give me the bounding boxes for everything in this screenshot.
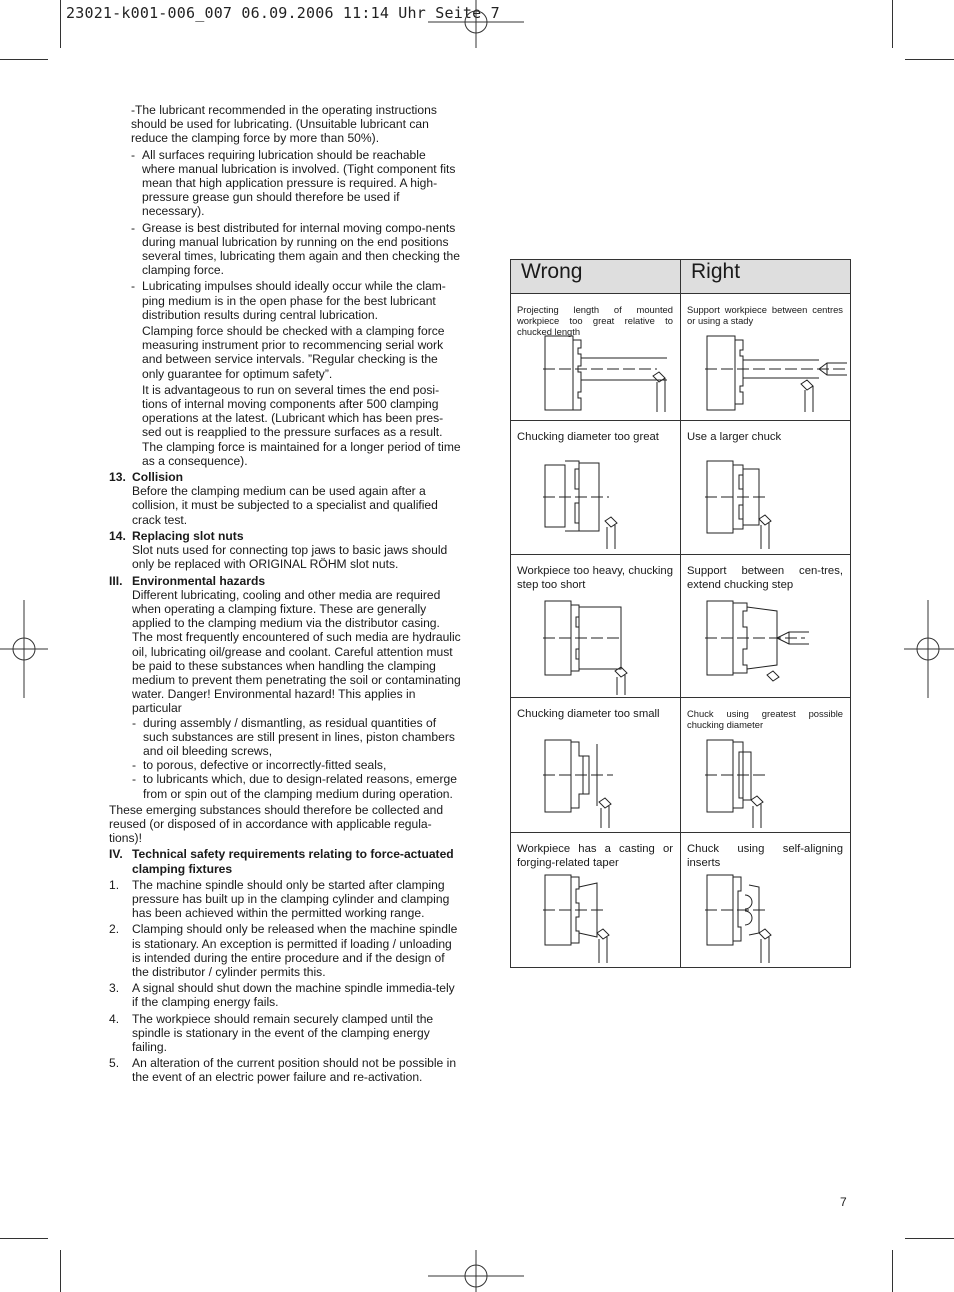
item-number: 1. xyxy=(109,877,120,892)
dash-marker: - xyxy=(131,220,136,235)
table-header-row xyxy=(511,260,851,294)
right-caption: Chuck using greatest possible chucking diameter xyxy=(687,708,843,730)
list-item xyxy=(132,772,461,800)
wrong-caption: Workpiece has a casting or forging-related taper xyxy=(517,843,673,869)
item-text: The workpiece should remain securely clamped until the spindle is stationary in the event of the clamping energy failing. xyxy=(132,1011,434,1054)
item-text: An alteration of the current position should not be possible in the event of an electric power failure and re-activation. xyxy=(132,1056,457,1085)
chuck-drawing-icon xyxy=(543,459,643,551)
table-row xyxy=(511,294,851,421)
clamping-check-paragraph: Clamping force should be checked with a clamping force measuring instrument prior to recommencing serial work and between service intervals. ”Regular checking is the only guarantee for optimum safety”. xyxy=(142,324,445,381)
section-iii xyxy=(109,574,461,801)
right-caption: Support workpiece between centres or using a stady xyxy=(687,304,843,326)
item-text: The machine spindle should only be started after clamping pressure has built up in the clamping cylinder and clamping has been achieved within the permitted working range. xyxy=(132,877,450,921)
registration-mark-icon xyxy=(0,600,48,698)
right-cell xyxy=(681,421,851,555)
page-number: 7 xyxy=(840,1195,847,1209)
list-item xyxy=(109,1012,461,1055)
table-row xyxy=(511,421,851,555)
chuck-drawing-icon xyxy=(705,736,805,830)
section-title: Replacing slot nuts xyxy=(132,528,244,543)
crop-mark xyxy=(892,1250,893,1292)
wrong-cell xyxy=(511,555,681,698)
right-caption: Support between cen-tres, extend chucking step xyxy=(687,565,843,591)
right-cell xyxy=(681,833,851,968)
item-number: 3. xyxy=(109,981,120,996)
wrong-caption: Projecting length of mounted workpiece too great relative to chucked length xyxy=(517,304,673,337)
chuck-drawing-icon xyxy=(705,871,805,965)
dash-marker: - xyxy=(132,758,137,773)
lub-bullet-3: Grease is best distributed for internal moving compo-nents during manual lubrication by running on the end positions several times, lubricating them again and then checking the clamping force. xyxy=(142,220,460,278)
list-item xyxy=(109,922,461,979)
section-13 xyxy=(109,470,461,527)
wrong-header: Wrong xyxy=(511,260,681,294)
section-title: Environmental hazards xyxy=(132,573,266,588)
right-cell xyxy=(681,698,851,833)
list-item xyxy=(109,1056,461,1084)
dash-marker: - xyxy=(131,279,136,294)
list-item xyxy=(109,279,461,322)
crop-mark xyxy=(905,59,954,60)
print-header: 23021-k001-006_007 06.09.2006 11:14 Uhr Seite 7 xyxy=(66,4,500,22)
chuck-drawing-icon xyxy=(543,871,643,965)
table-row xyxy=(511,555,851,698)
list-item xyxy=(109,221,461,278)
wrong-caption: Chucking diameter too great xyxy=(517,431,659,443)
section-number: IV. xyxy=(109,847,123,862)
right-caption: Use a larger chuck xyxy=(687,431,782,443)
wrong-cell xyxy=(511,833,681,968)
list-item xyxy=(109,981,461,1009)
right-caption: Chuck using self-aligning inserts xyxy=(687,843,843,869)
item-number: 4. xyxy=(109,1011,120,1026)
section-body: Slot nuts used for connecting top jaws to basic jaws should only be replaced with ORIGINAL RÖHM slot nuts. xyxy=(132,543,448,572)
hazard-item: to lubricants which, due to design-related reasons, emerge from or spin out of the clamping medium during operation. xyxy=(143,772,457,801)
section-number: III. xyxy=(109,573,123,588)
lub-bullet-2: All surfaces requiring lubrication should be reachable where manual lubrication is involved. (Tight component fits mean that high application pressure is required. A high-pressure grease gun should therefore be used if necessary). xyxy=(142,147,456,219)
registration-mark-icon xyxy=(428,1250,524,1292)
text-column xyxy=(109,103,461,1087)
chuck-drawing-icon xyxy=(705,599,849,695)
section-number: 14. xyxy=(109,528,126,543)
section-body: Different lubricating, cooling and other media are required when operating a clamping fixture. These are generally applied to the clamping medium via the distributor casing. The most frequently encountered of such media are hydraulic oil, lubricating oil/grease and coolant. Careful attention must be paid to these substances when handling the clamping medium to prevent them penetrating the soil or contaminating water. Danger! Environmental hazard! This applies in particular xyxy=(132,587,461,716)
list-item xyxy=(109,148,461,219)
crop-mark xyxy=(905,1238,954,1239)
chuck-drawing-icon xyxy=(705,459,805,551)
wrong-caption: Chucking diameter too small xyxy=(517,708,660,720)
list-item xyxy=(109,878,461,921)
section-number: 13. xyxy=(109,470,126,485)
hazard-item: during assembly / dismantling, as residual quantities of such substances are still present in lines, piston chambers and oil bleeding screws, xyxy=(143,715,455,758)
crop-mark xyxy=(60,1250,61,1292)
right-cell xyxy=(681,555,851,698)
hazard-item: to porous, defective or incorrectly-fitted seals, xyxy=(143,758,387,773)
item-number: 2. xyxy=(109,922,120,937)
crop-mark xyxy=(60,0,61,48)
dash-marker: - xyxy=(131,147,136,162)
chuck-drawing-icon xyxy=(543,736,643,830)
lub-bullet-4: Lubricating impulses should ideally occur while the clam-ping medium is in the open phase for the best lubricant distribution results during central lubrication. xyxy=(142,279,446,322)
item-text: Clamping should only be released when the machine spindle is stationary. An exception is permitted if loading / unloading is intended during the entire procedure and if the design of the distributor / cylinder permits this. xyxy=(132,922,458,979)
section-14 xyxy=(109,529,461,572)
section-iv xyxy=(109,847,461,875)
wrong-right-table xyxy=(510,259,851,968)
section-body: Before the clamping medium can be used again after a collision, it must be subjected to a specialist and qualified crack test. xyxy=(132,484,438,527)
dash-marker: - xyxy=(132,715,137,730)
dash-marker: - xyxy=(132,772,137,787)
wrong-cell xyxy=(511,294,681,421)
registration-mark-icon xyxy=(904,600,954,698)
list-item xyxy=(109,103,461,146)
registration-mark-icon xyxy=(428,0,524,48)
section-title: Collision xyxy=(132,470,184,485)
table-row xyxy=(511,698,851,833)
wrong-cell xyxy=(511,421,681,555)
emerging-paragraph: These emerging substances should therefore be collected and reused (or disposed of in accordance with applicable regula-tions)! xyxy=(109,802,444,846)
chuck-drawing-icon xyxy=(543,332,673,418)
chuck-drawing-icon xyxy=(705,332,849,418)
section-title: Technical safety requirements relating to force-actuated clamping fixtures xyxy=(132,847,454,876)
wrong-cell xyxy=(511,698,681,833)
advantage-paragraph: It is advantageous to run on several times the end posi-tions of internal moving components after 500 clamping operations at the latest. (Lubricant which has been pres-sed out is reapplied to the pressure surfaces as a result. The clamping force is maintained for a longer period of time as a consequence). xyxy=(142,382,461,468)
right-header: Right xyxy=(681,260,851,294)
item-text: A signal should shut down the machine spindle immedia-tely if the clamping energy fails. xyxy=(132,981,455,1010)
item-number: 5. xyxy=(109,1056,120,1071)
wrong-caption: Workpiece too heavy, chucking step too short xyxy=(517,565,673,591)
crop-mark xyxy=(892,0,893,48)
lub-bullet-1: -The lubricant recommended in the operating instructions should be used for lubricating. (Unsuitable lubricant can reduce the clamping force by more than 50%). xyxy=(131,103,437,146)
table-row xyxy=(511,833,851,968)
list-item xyxy=(132,758,461,772)
crop-mark xyxy=(0,1238,48,1239)
crop-mark xyxy=(0,59,48,60)
chuck-drawing-icon xyxy=(543,599,643,695)
list-item xyxy=(132,716,461,759)
right-cell xyxy=(681,294,851,421)
